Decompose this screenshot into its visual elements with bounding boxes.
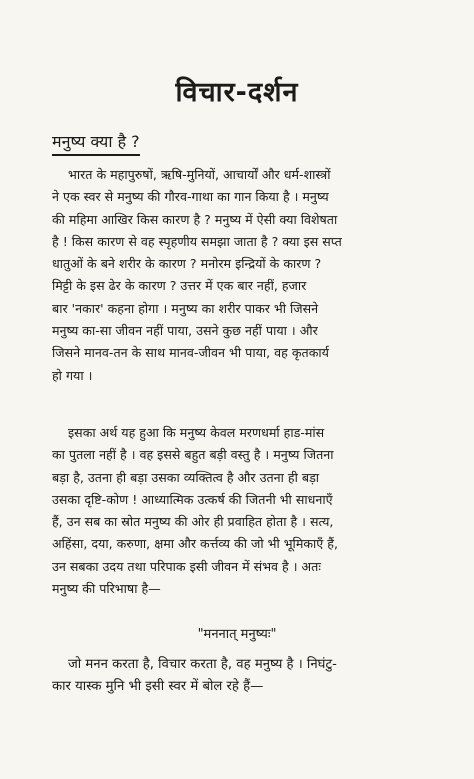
paragraph-1 bbox=[52, 164, 446, 387]
paragraph-2 bbox=[52, 422, 446, 600]
paragraph-line: का पुतला नहीं है । वह इससे बहुत बड़ी वस्तु है । मनुष्य जितना bbox=[52, 447, 334, 463]
paragraph-line: कार यास्क मुनि भी इसी स्वर में बोल रहे हैं— bbox=[52, 679, 264, 694]
paragraph-line: है ! किस कारण से वह स्पृहणीय समझा जाता है ? क्या इस सप्त bbox=[52, 233, 342, 249]
paragraph-line: इसका अर्थ यह हुआ कि मनुष्य केवल मरणधर्मा हाड-मांस bbox=[68, 425, 325, 440]
paragraph-line: की महिमा आखिर किस कारण है ? मनुष्य में ऐसी क्या विशेषता bbox=[52, 211, 338, 227]
paragraph-line: बार 'नकार' कहना होगा । मनुष्य का शरीर पाकर भी जिसने bbox=[52, 300, 319, 316]
paragraph-line: अहिंसा, दया, करुणा, क्षमा और कर्त्तव्य की जो भी भूमिकाएँ हैं, bbox=[52, 536, 338, 552]
sanskrit-quote: "मननात् मनुष्यः" bbox=[197, 627, 277, 642]
paragraph-line: मनुष्य की परिभाषा है— bbox=[52, 581, 161, 597]
paragraph-line: हैं, उन सब का स्रोत मनुष्य की ओर ही प्रवाहित होता है । सत्य, bbox=[52, 514, 334, 530]
paragraph-line: हो गया । bbox=[52, 367, 93, 383]
paragraph-line: जो मनन करता है, विचार करता है, वह मनुष्य है । निघंटु- bbox=[68, 657, 337, 672]
paragraph-line: ने एक स्वर से मनुष्य की गौरव-गाथा का गान किया है । मनुष्य bbox=[52, 189, 329, 205]
paragraph-line: मनुष्य का-सा जीवन नहीं पाया, उसने कुछ नहीं पाया । और bbox=[52, 323, 318, 339]
paragraph-line: उसका दृष्टि-कोण ! आध्यात्मिक उत्कर्ष की जितनी भी साधनाएँ bbox=[52, 491, 333, 507]
paragraph-line: धातुओं के बने शरीर के कारण ? मनोरम इन्द्रियों के कारण ? bbox=[52, 256, 322, 272]
paragraph-line: भारत के महापुरुषों, ऋषि-मुनियों, आचार्यों और धर्म-शास्त्रों bbox=[68, 167, 331, 182]
section-heading: मनुष्य क्या है ? bbox=[52, 130, 140, 156]
paragraph-3 bbox=[52, 654, 446, 698]
paragraph-line: जिसने मानव-तन के साथ मानव-जीवन भी पाया, वह कृतकार्य bbox=[52, 345, 329, 361]
paragraph-line: मिट्टी के इस ढेर के कारण ? उत्तर में एक बार नहीं, हजार bbox=[52, 278, 307, 294]
paragraph-line: उन सबका उदय तथा परिपाक इसी जीवन में संभव है । अतः bbox=[52, 558, 321, 574]
paragraph-line: बड़ा है, उतना ही बड़ा उसका व्यक्तित्व है और उतना ही बड़ा bbox=[52, 469, 320, 485]
page-title: विचार-दर्शन bbox=[175, 77, 299, 108]
